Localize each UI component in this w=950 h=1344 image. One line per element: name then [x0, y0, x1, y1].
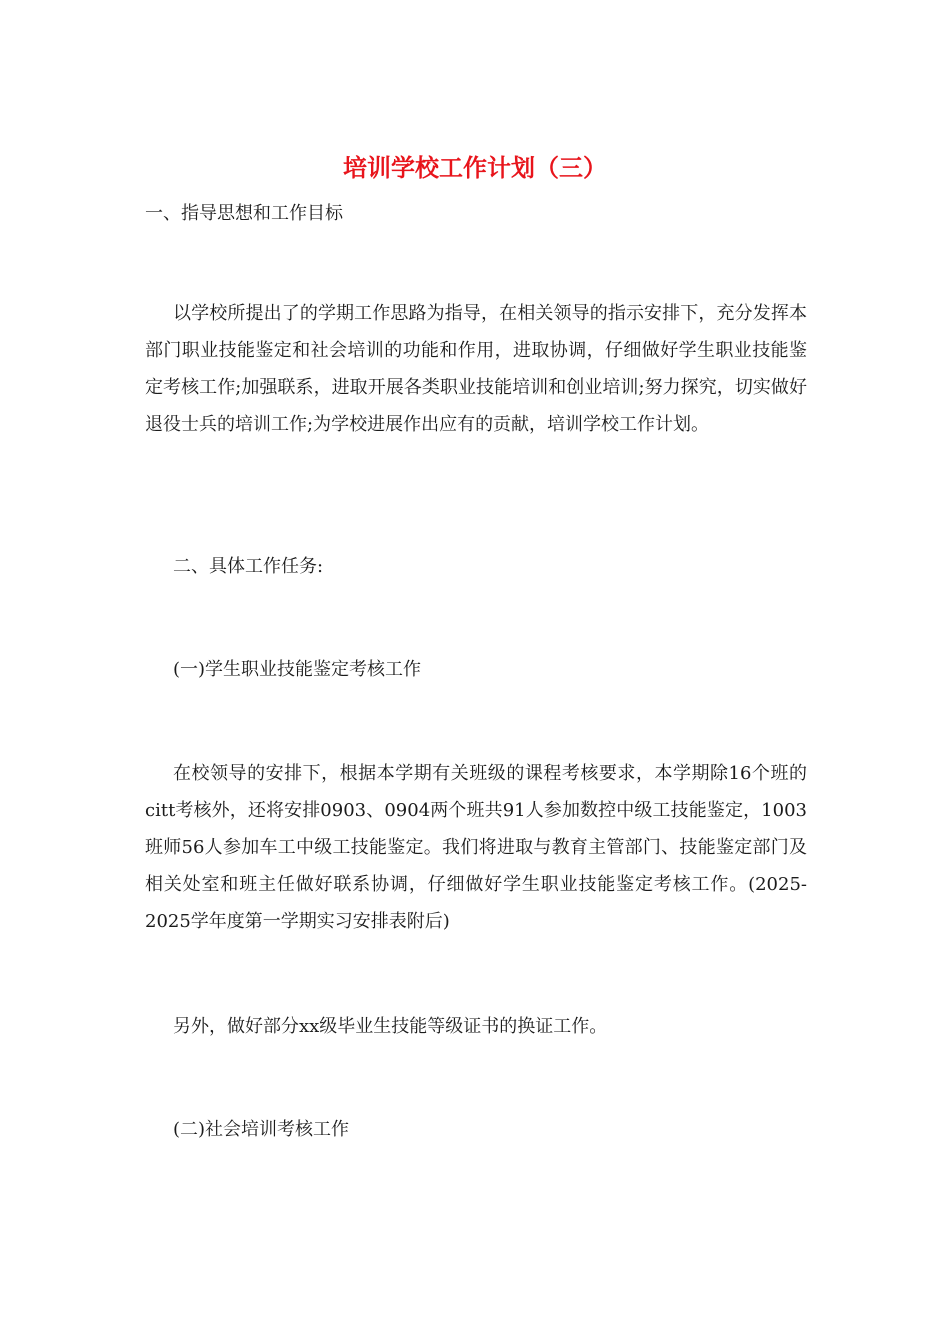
document-title: 培训学校工作计划（三） [343, 153, 607, 182]
subsection-heading-2: (二)社会培训考核工作 [173, 1119, 350, 1140]
section-heading-1: 一、指导思想和工作目标 [145, 203, 343, 224]
paragraph-certificate-renewal: 另外，做好部分xx级毕业生技能等级证书的换证工作。 [173, 1016, 608, 1037]
section-heading-2: 二、具体工作任务: [173, 556, 324, 577]
subsection-heading-1: (一)学生职业技能鉴定考核工作 [173, 659, 422, 680]
paragraph-skill-assessment: 在校领导的安排下，根据本学期有关班级的课程考核要求，本学期除16个班的citt考核外，还将安排0903、0904两个班共91人参加数控中级工技能鉴定，1003班师56人参加车工中级工技能鉴定。我们将进取与教育主管部门、技能鉴定部门及相关处室和班主任做好联系协调，仔细做好学生职业技能鉴定考核工作。(2025-2025学年度第一学期实习安排表附后) [145, 763, 807, 932]
paragraph-guiding-thought: 以学校所提出了的学期工作思路为指导，在相关领导的指示安排下，充分发挥本部门职业技能鉴定和社会培训的功能和作用，进取协调，仔细做好学生职业技能鉴定考核工作;加强联系，进取开展各类职业技能培训和创业培训;努力探究，切实做好退役士兵的培训工作;为学校进展作出应有的贡献，培训学校工作计划。 [145, 303, 807, 435]
